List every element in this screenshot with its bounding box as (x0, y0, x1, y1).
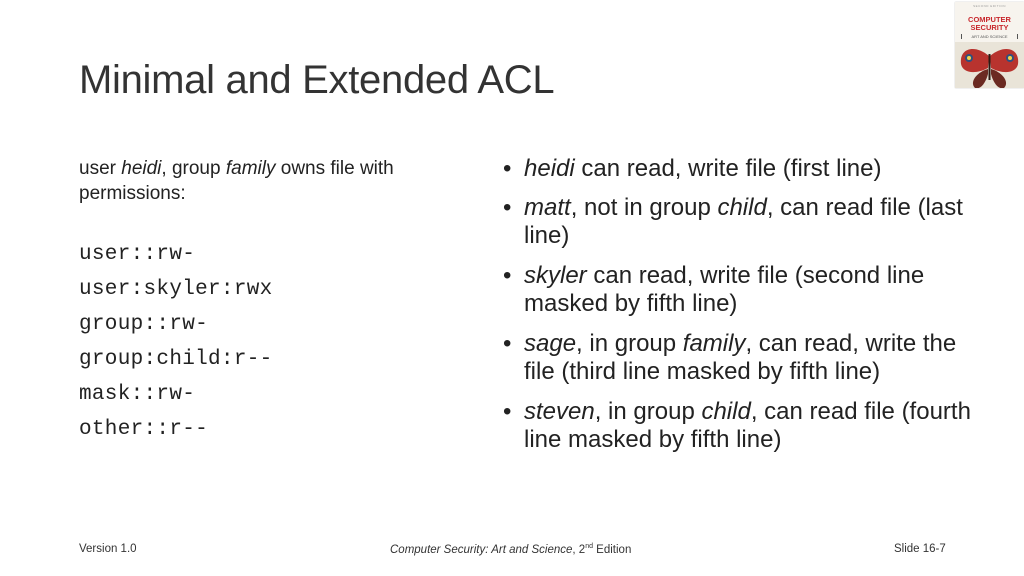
bullet-group: family (682, 329, 746, 357)
bullet-dot: • (503, 261, 512, 289)
intro-group: family (225, 158, 276, 179)
acl-entry: user::rw- (79, 243, 196, 266)
butterfly-illustration (955, 42, 1024, 88)
bullet-item-matt (503, 194, 973, 251)
left-column (79, 156, 489, 447)
footer-edition-sep: , 2 (572, 543, 586, 556)
cover-edition: SECOND EDITION (973, 4, 1006, 8)
bullet-group: child (717, 193, 767, 221)
book-cover-image (955, 2, 1024, 88)
bullet-item-steven (503, 398, 973, 455)
bullet-user: steven (524, 397, 595, 425)
bullet-user: skyler (524, 261, 587, 289)
slide-title: Minimal and Extended ACL (79, 58, 555, 102)
acl-entry: other::r-- (79, 418, 209, 441)
bullet-user: sage (524, 329, 577, 357)
cover-title (955, 16, 1024, 32)
footer-book-name: Computer Security: Art and Science (390, 543, 573, 556)
intro-user: heidi (121, 158, 162, 179)
bullet-text: , not in group (570, 193, 718, 221)
acl-entry: group:child:r-- (79, 348, 273, 371)
bullet-list (503, 155, 973, 455)
bullet-text: , can read, write the file (third line masked by fifth line) (524, 329, 957, 385)
footer-book-title (390, 543, 631, 556)
right-column (503, 155, 973, 466)
cover-title-line2: SECURITY (970, 23, 1009, 32)
bullet-group: child (701, 397, 751, 425)
bullet-text: , in group (576, 329, 683, 357)
bullet-user: matt (524, 193, 571, 221)
footer-version: Version 1.0 (79, 543, 137, 555)
bullet-item-skyler (503, 262, 973, 319)
bullet-text: can read, write file (second line masked by fifth line) (524, 261, 925, 317)
bullet-text: , in group (594, 397, 702, 425)
intro-part3: owns file with permissions: (79, 158, 394, 204)
footer-edition-sup: nd (585, 543, 593, 550)
bullet-dot: • (503, 193, 512, 221)
bullet-user: heidi (524, 155, 575, 182)
acl-entry: user:skyler:rwx (79, 278, 273, 301)
footer-edition-rest: Edition (592, 543, 632, 556)
bullet-dot: • (503, 155, 512, 182)
footer-slide-number: Slide 16-7 (894, 543, 946, 555)
bullet-text: can read, write file (first line) (574, 155, 882, 182)
bullet-item-sage (503, 330, 973, 387)
cover-subtitle: ART AND SCIENCE (961, 34, 1018, 39)
bullet-item-heidi (503, 155, 973, 184)
acl-entry-list (79, 237, 489, 447)
bullet-dot: • (503, 397, 512, 425)
bullet-text: , can read file (last line) (524, 193, 963, 249)
acl-entry: group::rw- (79, 313, 209, 336)
intro-text (79, 156, 489, 206)
bullet-text: , can read file (fourth line masked by fifth line) (524, 397, 971, 453)
bullet-dot: • (503, 329, 512, 357)
intro-part1: user (79, 158, 122, 179)
acl-entry: mask::rw- (79, 383, 196, 406)
intro-part2: , group (161, 158, 226, 179)
cover-title-line1: COMPUTER (968, 15, 1011, 24)
